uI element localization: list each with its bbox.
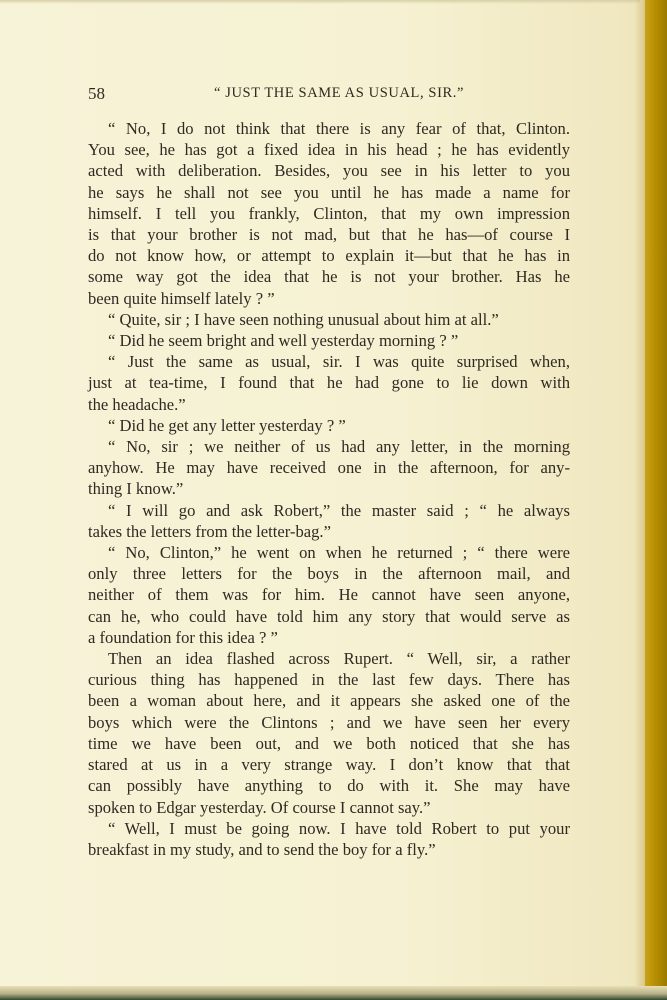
text-line: time we have been out, and we both noticed that she has	[88, 733, 570, 753]
text-line: “ No, I do not think that there is any fear of that, Clinton.	[108, 119, 570, 138]
text-line: the headache.”	[88, 394, 186, 414]
text-line: takes the letters from the letter-bag.”	[88, 521, 331, 541]
text-line: do not know how, or attempt to explain it—but that he has in	[88, 246, 570, 266]
page-bottom-edge	[0, 986, 667, 1000]
text-line: “ Did he get any letter yesterday ? ”	[108, 415, 346, 435]
text-line: stared at us in a very strange way. I don’t know that that	[88, 755, 570, 775]
page-header	[88, 84, 570, 108]
page-gutter-shadow	[635, 0, 645, 1000]
text-line: boys which were the Clintons ; and we have seen her every	[88, 712, 570, 732]
text-line: himself. I tell you frankly, Clinton, that my own impression	[88, 203, 570, 223]
text-line: can he, who could have told him any story that would serve as	[88, 606, 570, 626]
text-line: acted with deliberation. Besides, you see in his letter to you	[88, 161, 570, 181]
text-line: is that your brother is not mad, but that he has—of course I	[88, 225, 570, 245]
running-head: “ JUST THE SAME AS USUAL, SIR.”	[213, 85, 465, 101]
text-line: “ No, Clinton,” he went on when he returned ; “ there were	[108, 543, 570, 563]
text-line: can possibly have anything to do with it. She may have	[88, 776, 570, 796]
text-line: “ Just the same as usual, sir. I was quite surprised when,	[108, 352, 570, 372]
text-line: a foundation for this idea ? ”	[88, 627, 278, 647]
text-line: You see, he has got a fixed idea in his head ; he has evidently	[88, 140, 570, 160]
text-line: some way got the idea that he is not your brother. Has he	[88, 267, 570, 287]
text-line: neither of them was for him. He cannot have seen anyone,	[88, 585, 570, 605]
text-line: “ I will go and ask Robert,” the master said ; “ he always	[108, 500, 570, 520]
text-line: Then an idea flashed across Rupert. “ Well, sir, a rather	[108, 649, 570, 669]
text-line: anyhow. He may have received one in the afternoon, for any-	[88, 458, 570, 478]
text-line: “ Well, I must be going now. I have told Robert to put your	[108, 818, 570, 838]
text-line: he says he shall not see you until he has made a name for	[88, 182, 570, 202]
text-line: just at tea-time, I found that he had gone to lie down with	[88, 373, 570, 393]
text-line: “ No, sir ; we neither of us had any letter, in the morning	[108, 437, 570, 457]
page-top-edge	[0, 0, 640, 4]
text-line: “ Quite, sir ; I have seen nothing unusual about him at all.”	[108, 309, 499, 329]
text-line: curious thing has happened in the last few days. There has	[88, 670, 570, 690]
book-cover-edge	[645, 0, 667, 1000]
body-text	[88, 118, 570, 860]
text-line: only three letters for the boys in the afternoon mail, and	[88, 564, 570, 584]
text-line: thing I know.”	[88, 479, 184, 499]
page-number: 58	[88, 84, 105, 103]
text-line: been quite himself lately ? ”	[88, 288, 275, 308]
text-line: breakfast in my study, and to send the boy for a fly.”	[88, 839, 436, 859]
text-line: “ Did he seem bright and well yesterday morning ? ”	[108, 331, 459, 351]
text-line: spoken to Edgar yesterday. Of course I cannot say.”	[88, 797, 431, 817]
text-line: been a woman about here, and it appears she asked one of the	[88, 691, 570, 711]
